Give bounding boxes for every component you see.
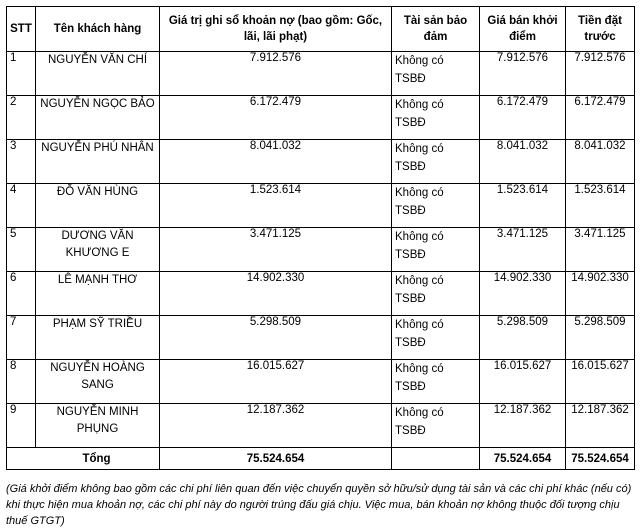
- cell-book-value: 3.471.125: [160, 228, 392, 272]
- cell-stt: 6: [7, 272, 36, 316]
- cell-book-value: 7.912.576: [160, 52, 392, 96]
- cell-customer-name: LÊ MẠNH THƠ: [36, 272, 160, 316]
- cell-starting-price: 3.471.125: [480, 228, 566, 272]
- cell-stt: 4: [7, 184, 36, 228]
- header-stt: STT: [7, 7, 36, 52]
- cell-book-value: 14.902.330: [160, 272, 392, 316]
- footnote: (Giá khởi điểm không bao gồm các chi phí liên quan đến việc chuyển quyền sở hữu/sử dụng tài sản và các chi phí khác (nếu có) khi thực hiện mua khoản nợ, các chi phí này do người trúng đấu giá chịu. Việc mua, bán khoản nợ không thuộc đối tượng chịu thuế GTGT): [6, 483, 632, 527]
- cell-book-value: 8.041.032: [160, 140, 392, 184]
- cell-stt: 3: [7, 140, 36, 184]
- cell-deposit: 1.523.614: [566, 184, 635, 228]
- cell-book-value: 5.298.509: [160, 316, 392, 360]
- cell-deposit: 8.041.032: [566, 140, 635, 184]
- cell-book-value: 16.015.627: [160, 360, 392, 404]
- cell-stt: 9: [7, 404, 36, 448]
- header-customer-name: Tên khách hàng: [36, 7, 160, 52]
- cell-customer-name: NGUYỄN MINH PHỤNG: [36, 404, 160, 448]
- cell-deposit: 7.912.576: [566, 52, 635, 96]
- cell-starting-price: 6.172.479: [480, 96, 566, 140]
- cell-collateral: Không có TSBĐ: [392, 272, 480, 316]
- cell-starting-price: 1.523.614: [480, 184, 566, 228]
- cell-collateral: Không có TSBĐ: [392, 184, 480, 228]
- total-collateral-empty: [392, 448, 480, 470]
- cell-customer-name: NGUYỄN NGỌC BẢO: [36, 96, 160, 140]
- cell-stt: 2: [7, 96, 36, 140]
- cell-stt: 8: [7, 360, 36, 404]
- cell-customer-name: NGUYỄN HOÀNG SANG: [36, 360, 160, 404]
- cell-book-value: 12.187.362: [160, 404, 392, 448]
- cell-deposit: 16.015.627: [566, 360, 635, 404]
- table-row: [7, 228, 635, 272]
- cell-collateral: Không có TSBĐ: [392, 96, 480, 140]
- cell-deposit: 12.187.362: [566, 404, 635, 448]
- total-deposit: 75.524.654: [566, 448, 635, 470]
- table-row: [7, 52, 635, 96]
- header-starting-price: Giá bán khởi điểm: [480, 7, 566, 52]
- cell-starting-price: 14.902.330: [480, 272, 566, 316]
- total-starting-price: 75.524.654: [480, 448, 566, 470]
- cell-starting-price: 16.015.627: [480, 360, 566, 404]
- cell-stt: 7: [7, 316, 36, 360]
- cell-customer-name: NGUYỄN PHÚ NHÂN: [36, 140, 160, 184]
- header-deposit: Tiền đặt trước: [566, 7, 635, 52]
- cell-starting-price: 12.187.362: [480, 404, 566, 448]
- header-collateral: Tài sản bảo đảm: [392, 7, 480, 52]
- total-book-value: 75.524.654: [160, 448, 392, 470]
- cell-customer-name: NGUYỄN VĂN CHÍ: [36, 52, 160, 96]
- debt-table: [6, 6, 635, 470]
- table-row: [7, 316, 635, 360]
- cell-collateral: Không có TSBĐ: [392, 52, 480, 96]
- cell-starting-price: 8.041.032: [480, 140, 566, 184]
- total-row: [7, 448, 635, 470]
- total-label: Tổng: [7, 448, 160, 470]
- cell-collateral: Không có TSBĐ: [392, 228, 480, 272]
- cell-stt: 1: [7, 52, 36, 96]
- table-row: [7, 272, 635, 316]
- table-row: [7, 360, 635, 404]
- cell-deposit: 6.172.479: [566, 96, 635, 140]
- cell-collateral: Không có TSBĐ: [392, 404, 480, 448]
- table-row: [7, 184, 635, 228]
- cell-customer-name: ĐỖ VĂN HÙNG: [36, 184, 160, 228]
- cell-deposit: 3.471.125: [566, 228, 635, 272]
- cell-starting-price: 5.298.509: [480, 316, 566, 360]
- cell-collateral: Không có TSBĐ: [392, 140, 480, 184]
- header-book-value: Giá trị ghi sổ khoản nợ (bao gồm: Gốc, lãi, lãi phạt): [160, 7, 392, 52]
- cell-collateral: Không có TSBĐ: [392, 316, 480, 360]
- table-row: [7, 140, 635, 184]
- cell-customer-name: PHẠM SỸ TRIỀU: [36, 316, 160, 360]
- table-row: [7, 404, 635, 448]
- table-row: [7, 96, 635, 140]
- cell-stt: 5: [7, 228, 36, 272]
- cell-deposit: 5.298.509: [566, 316, 635, 360]
- cell-deposit: 14.902.330: [566, 272, 635, 316]
- cell-starting-price: 7.912.576: [480, 52, 566, 96]
- table-header-row: [7, 7, 635, 52]
- cell-book-value: 1.523.614: [160, 184, 392, 228]
- cell-book-value: 6.172.479: [160, 96, 392, 140]
- cell-collateral: Không có TSBĐ: [392, 360, 480, 404]
- cell-customer-name: DƯƠNG VĂN KHƯƠNG E: [36, 228, 160, 272]
